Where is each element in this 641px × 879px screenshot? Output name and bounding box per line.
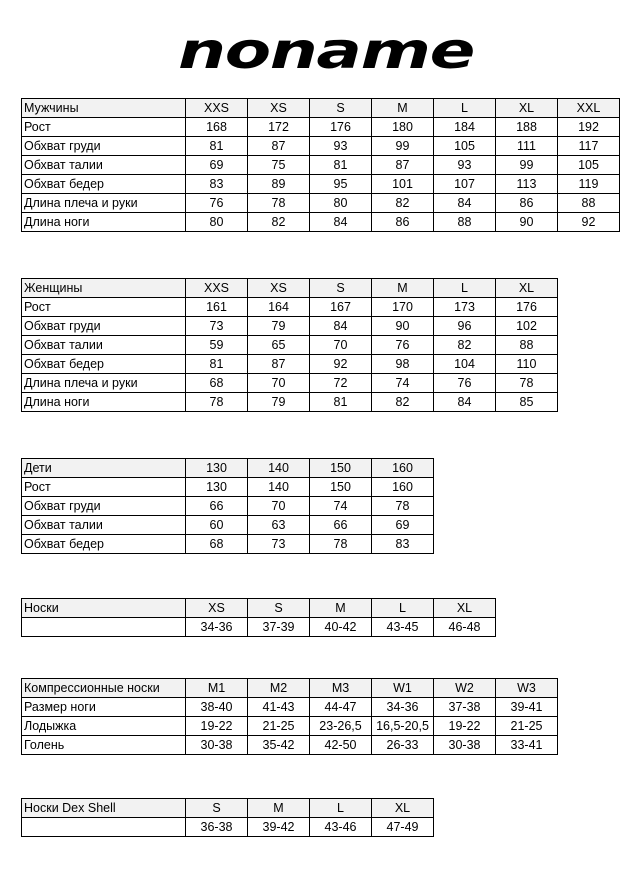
table-cell: 30-38	[186, 736, 248, 755]
table-cell: 43-46	[310, 818, 372, 837]
table-cell: 150	[310, 478, 372, 497]
table-cell: 78	[186, 393, 248, 412]
table-cell: 93	[434, 156, 496, 175]
table-row	[22, 194, 620, 213]
table-cell: 87	[248, 137, 310, 156]
column-header: L	[310, 799, 372, 818]
women-size-table	[21, 278, 558, 412]
svg-text:noname: noname	[178, 30, 474, 74]
column-header: 140	[248, 459, 310, 478]
table-cell: 117	[558, 137, 620, 156]
column-header: L	[434, 99, 496, 118]
table-cell: 74	[372, 374, 434, 393]
table-row	[22, 355, 558, 374]
table-title: Компрессионные носки	[22, 679, 186, 698]
table-cell: 184	[434, 118, 496, 137]
table-cell: 130	[186, 478, 248, 497]
table-cell: 160	[372, 478, 434, 497]
table-cell: 78	[248, 194, 310, 213]
table-cell: 104	[434, 355, 496, 374]
table-cell: 68	[186, 535, 248, 554]
table-cell: 47-49	[372, 818, 434, 837]
table-cell: 105	[558, 156, 620, 175]
table-cell: 86	[372, 213, 434, 232]
table-cell: 95	[310, 175, 372, 194]
table-title: Носки Dex Shell	[22, 799, 186, 818]
row-label: Рост	[22, 298, 186, 317]
table-header-row	[22, 599, 496, 618]
table-cell: 87	[248, 355, 310, 374]
column-header: XL	[372, 799, 434, 818]
table-row	[22, 497, 434, 516]
table-row	[22, 317, 558, 336]
table-row	[22, 374, 558, 393]
table-cell: 42-50	[310, 736, 372, 755]
table-cell: 23-26,5	[310, 717, 372, 736]
table-row	[22, 736, 558, 755]
table-cell: 86	[496, 194, 558, 213]
table-cell: 88	[496, 336, 558, 355]
table-cell: 90	[372, 317, 434, 336]
table-title: Дети	[22, 459, 186, 478]
table-cell: 81	[186, 137, 248, 156]
table-cell: 75	[248, 156, 310, 175]
column-header: XL	[496, 99, 558, 118]
table-cell: 34-36	[186, 618, 248, 637]
table-cell: 82	[248, 213, 310, 232]
table-cell: 39-42	[248, 818, 310, 837]
table-cell: 69	[186, 156, 248, 175]
table-row	[22, 698, 558, 717]
table-cell: 81	[186, 355, 248, 374]
table-cell: 89	[248, 175, 310, 194]
row-label	[22, 618, 186, 637]
row-label: Обхват талии	[22, 516, 186, 535]
table-cell: 74	[310, 497, 372, 516]
column-header: M	[372, 279, 434, 298]
row-label: Голень	[22, 736, 186, 755]
table-cell: 180	[372, 118, 434, 137]
table-cell: 93	[310, 137, 372, 156]
column-header: 130	[186, 459, 248, 478]
table-cell: 80	[310, 194, 372, 213]
table-row	[22, 478, 434, 497]
table-cell: 88	[434, 213, 496, 232]
table-cell: 83	[186, 175, 248, 194]
table-cell: 70	[248, 497, 310, 516]
table-cell: 40-42	[310, 618, 372, 637]
table-cell: 96	[434, 317, 496, 336]
table-cell: 119	[558, 175, 620, 194]
table-row	[22, 156, 620, 175]
row-label: Длина плеча и руки	[22, 194, 186, 213]
column-header: L	[372, 599, 434, 618]
table-cell: 107	[434, 175, 496, 194]
table-row	[22, 213, 620, 232]
table-title: Мужчины	[22, 99, 186, 118]
table-cell: 35-42	[248, 736, 310, 755]
compression-socks-size-table	[21, 678, 558, 755]
table-cell: 176	[310, 118, 372, 137]
column-header: 150	[310, 459, 372, 478]
table-cell: 79	[248, 317, 310, 336]
table-cell: 172	[248, 118, 310, 137]
column-header: S	[310, 99, 372, 118]
row-label: Длина плеча и руки	[22, 374, 186, 393]
column-header: XS	[248, 99, 310, 118]
table-header-row	[22, 679, 558, 698]
row-label: Длина ноги	[22, 213, 186, 232]
table-cell: 73	[248, 535, 310, 554]
table-cell: 92	[310, 355, 372, 374]
table-cell: 176	[496, 298, 558, 317]
table-cell: 69	[372, 516, 434, 535]
table-cell: 188	[496, 118, 558, 137]
row-label: Обхват талии	[22, 336, 186, 355]
table-cell: 113	[496, 175, 558, 194]
socks-size-table	[21, 598, 496, 637]
table-row	[22, 175, 620, 194]
table-cell: 83	[372, 535, 434, 554]
table-header-row	[22, 279, 558, 298]
table-cell: 30-38	[434, 736, 496, 755]
table-cell: 85	[496, 393, 558, 412]
table-row	[22, 818, 434, 837]
table-cell: 26-33	[372, 736, 434, 755]
table-cell: 46-48	[434, 618, 496, 637]
column-header: XS	[248, 279, 310, 298]
table-cell: 90	[496, 213, 558, 232]
column-header: XXL	[558, 99, 620, 118]
table-cell: 19-22	[186, 717, 248, 736]
table-cell: 59	[186, 336, 248, 355]
table-cell: 101	[372, 175, 434, 194]
table-cell: 78	[496, 374, 558, 393]
row-label: Длина ноги	[22, 393, 186, 412]
table-cell: 16,5-20,5	[372, 717, 434, 736]
table-cell: 70	[310, 336, 372, 355]
column-header: M3	[310, 679, 372, 698]
table-cell: 78	[310, 535, 372, 554]
table-header-row	[22, 459, 434, 478]
table-cell: 88	[558, 194, 620, 213]
table-cell: 34-36	[372, 698, 434, 717]
row-label: Размер ноги	[22, 698, 186, 717]
table-row	[22, 298, 558, 317]
column-header: M2	[248, 679, 310, 698]
table-cell: 82	[434, 336, 496, 355]
row-label: Обхват бедер	[22, 355, 186, 374]
column-header: XXS	[186, 99, 248, 118]
table-cell: 66	[186, 497, 248, 516]
table-cell: 37-39	[248, 618, 310, 637]
table-row	[22, 535, 434, 554]
table-cell: 84	[310, 317, 372, 336]
row-label: Обхват бедер	[22, 535, 186, 554]
row-label: Обхват груди	[22, 137, 186, 156]
column-header: M1	[186, 679, 248, 698]
table-cell: 60	[186, 516, 248, 535]
brand-logo	[176, 30, 476, 74]
table-cell: 76	[434, 374, 496, 393]
table-cell: 19-22	[434, 717, 496, 736]
table-cell: 110	[496, 355, 558, 374]
column-header: M	[372, 99, 434, 118]
column-header: W1	[372, 679, 434, 698]
table-cell: 79	[248, 393, 310, 412]
column-header: S	[310, 279, 372, 298]
row-label: Обхват бедер	[22, 175, 186, 194]
table-header-row	[22, 99, 620, 118]
table-cell: 80	[186, 213, 248, 232]
table-cell: 65	[248, 336, 310, 355]
row-label: Обхват груди	[22, 497, 186, 516]
table-cell: 84	[434, 194, 496, 213]
table-cell: 167	[310, 298, 372, 317]
table-cell: 43-45	[372, 618, 434, 637]
table-cell: 173	[434, 298, 496, 317]
table-cell: 192	[558, 118, 620, 137]
table-cell: 140	[248, 478, 310, 497]
dexshell-socks-size-table	[21, 798, 434, 837]
table-row	[22, 393, 558, 412]
row-label	[22, 818, 186, 837]
row-label: Обхват груди	[22, 317, 186, 336]
table-cell: 81	[310, 393, 372, 412]
table-cell: 33-41	[496, 736, 558, 755]
table-cell: 63	[248, 516, 310, 535]
table-cell: 168	[186, 118, 248, 137]
table-cell: 164	[248, 298, 310, 317]
table-cell: 66	[310, 516, 372, 535]
table-row	[22, 717, 558, 736]
table-cell: 170	[372, 298, 434, 317]
table-cell: 70	[248, 374, 310, 393]
table-cell: 82	[372, 194, 434, 213]
table-cell: 105	[434, 137, 496, 156]
table-cell: 39-41	[496, 698, 558, 717]
table-cell: 76	[372, 336, 434, 355]
table-cell: 84	[310, 213, 372, 232]
column-header: M	[310, 599, 372, 618]
table-cell: 72	[310, 374, 372, 393]
column-header: W2	[434, 679, 496, 698]
table-cell: 111	[496, 137, 558, 156]
table-row	[22, 137, 620, 156]
table-cell: 21-25	[248, 717, 310, 736]
table-cell: 81	[310, 156, 372, 175]
table-cell: 21-25	[496, 717, 558, 736]
table-cell: 87	[372, 156, 434, 175]
table-row	[22, 618, 496, 637]
column-header: XL	[496, 279, 558, 298]
table-row	[22, 516, 434, 535]
column-header: S	[186, 799, 248, 818]
column-header: XXS	[186, 279, 248, 298]
table-cell: 98	[372, 355, 434, 374]
table-cell: 82	[372, 393, 434, 412]
table-cell: 68	[186, 374, 248, 393]
table-cell: 99	[372, 137, 434, 156]
table-cell: 41-43	[248, 698, 310, 717]
table-row	[22, 118, 620, 137]
table-cell: 76	[186, 194, 248, 213]
row-label: Рост	[22, 478, 186, 497]
table-cell: 84	[434, 393, 496, 412]
table-cell: 99	[496, 156, 558, 175]
table-row	[22, 336, 558, 355]
table-title: Носки	[22, 599, 186, 618]
men-size-table	[21, 98, 620, 232]
table-header-row	[22, 799, 434, 818]
table-cell: 38-40	[186, 698, 248, 717]
column-header: 160	[372, 459, 434, 478]
row-label: Обхват талии	[22, 156, 186, 175]
column-header: XL	[434, 599, 496, 618]
table-title: Женщины	[22, 279, 186, 298]
column-header: XS	[186, 599, 248, 618]
table-cell: 44-47	[310, 698, 372, 717]
row-label: Лодыжка	[22, 717, 186, 736]
table-cell: 73	[186, 317, 248, 336]
column-header: W3	[496, 679, 558, 698]
kids-size-table	[21, 458, 434, 554]
table-cell: 102	[496, 317, 558, 336]
table-cell: 78	[372, 497, 434, 516]
column-header: S	[248, 599, 310, 618]
table-cell: 36-38	[186, 818, 248, 837]
column-header: L	[434, 279, 496, 298]
column-header: M	[248, 799, 310, 818]
table-cell: 92	[558, 213, 620, 232]
table-cell: 37-38	[434, 698, 496, 717]
row-label: Рост	[22, 118, 186, 137]
table-cell: 161	[186, 298, 248, 317]
